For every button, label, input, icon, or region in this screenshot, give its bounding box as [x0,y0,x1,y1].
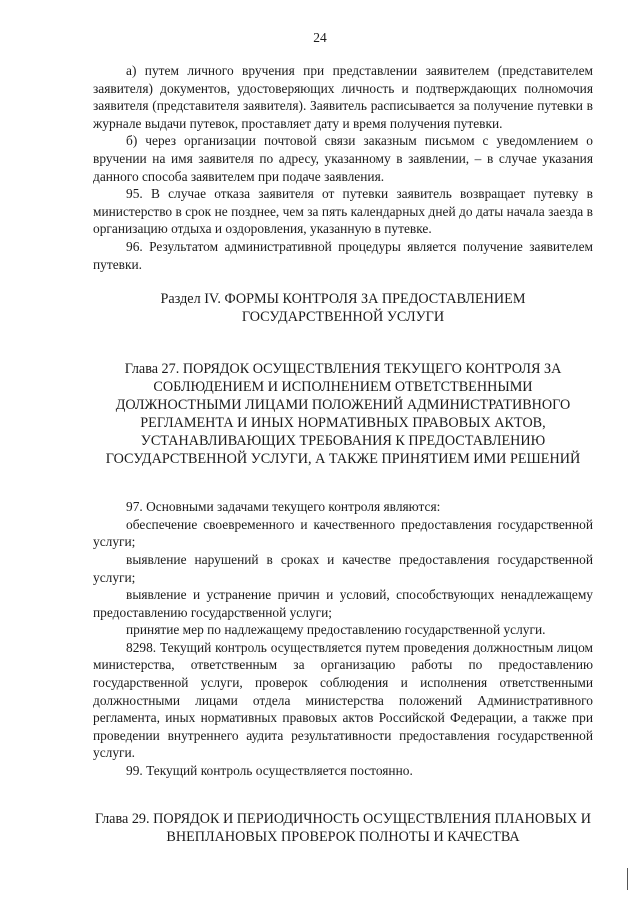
chapter-29-title: Глава 29. ПОРЯДОК И ПЕРИОДИЧНОСТЬ ОСУЩЕСТВЛЕНИЯ ПЛАНОВЫХ И ВНЕПЛАНОВЫХ ПРОВЕРОК ПОЛНОТЫ И КАЧЕСТВА [94,810,592,845]
paragraph-b: б) через организации почтовой связи заказным письмом с уведомлением о вручении на имя заявителя по адресу, указанному в заявлении, – в случае указания данного способа заявителем при подаче заявления. [93,133,593,184]
page-number: 24 [313,30,327,45]
margin-mark [627,868,628,890]
list-item: выявление и устранение причин и условий, способствующих ненадлежащему предоставлению государственной услуги; [93,587,593,620]
tasks-list [93,516,593,639]
document-body [93,62,593,846]
list-item: выявление нарушений в сроках и качестве предоставления государственной услуги; [93,551,593,585]
paragraph-95: 95. В случае отказа заявителя от путевки заявитель возвращает путевку в министерство в срок не позднее, чем за пять календарных дней до даты начала заезда в организацию отдыха и оздоровления, указанную в путевке. [93,186,593,237]
paragraph-98: 8298. Текущий контроль осуществляется путем проведения должностным лицом министерства, ответственным за организацию работы по предоставлению государственной услуги, проверок соблюдения и исполнения ответственными должностными лицами отдела министерства положений Административного регламента, иных нормативных правовых актов Российской Федерации, а также при проведении внутреннего аудита результативности предоставления государственной услуги. [93,639,593,761]
chapter-27-title: Глава 27. ПОРЯДОК ОСУЩЕСТВЛЕНИЯ ТЕКУЩЕГО КОНТРОЛЯ ЗА СОБЛЮДЕНИЕМ И ИСПОЛНЕНИЕМ ОТВЕТСТВЕННЫМИ ДОЛЖНОСТНЫМИ ЛИЦАМИ ПОЛОЖЕНИЙ АДМИНИСТРАТИВНОГО РЕГЛАМЕНТА И ИНЫХ НОРМАТИВНЫХ ПРАВОВЫХ АКТОВ, УСТАНАВЛИВАЮЩИХ ТРЕБОВАНИЯ К ПРЕДОСТАВЛЕНИЮ ГОСУДАРСТВЕННОЙ УСЛУГИ, А ТАКЖЕ ПРИНЯТИЕМ ИМИ РЕШЕНИЙ [105,361,581,468]
list-item: обеспечение своевременного и качественного предоставления государственной услуги; [93,516,593,550]
paragraph-97: 97. Основными задачами текущего контроля являются: [126,499,441,515]
paragraph-a: а) путем личного вручения при представлении заявителем (представителем заявителя) документов, удостоверяющих личность и подтверждающих полномочия заявителя (представителя заявителя). Заявитель расписывается за получение путевки в журнале выдачи путевок, проставляет дату и время получения путевки. [93,63,593,131]
paragraph-96: 96. Результатом административной процедуры является получение заявителем путевки. [93,238,593,272]
paragraph-99: 99. Текущий контроль осуществляется постоянно. [126,763,413,779]
section-title: Раздел IV. ФОРМЫ КОНТРОЛЯ ЗА ПРЕДОСТАВЛЕНИЕМ ГОСУДАРСТВЕННОЙ УСЛУГИ [160,291,526,326]
list-item: принятие мер по надлежащему предоставлению государственной услуги. [126,622,546,638]
